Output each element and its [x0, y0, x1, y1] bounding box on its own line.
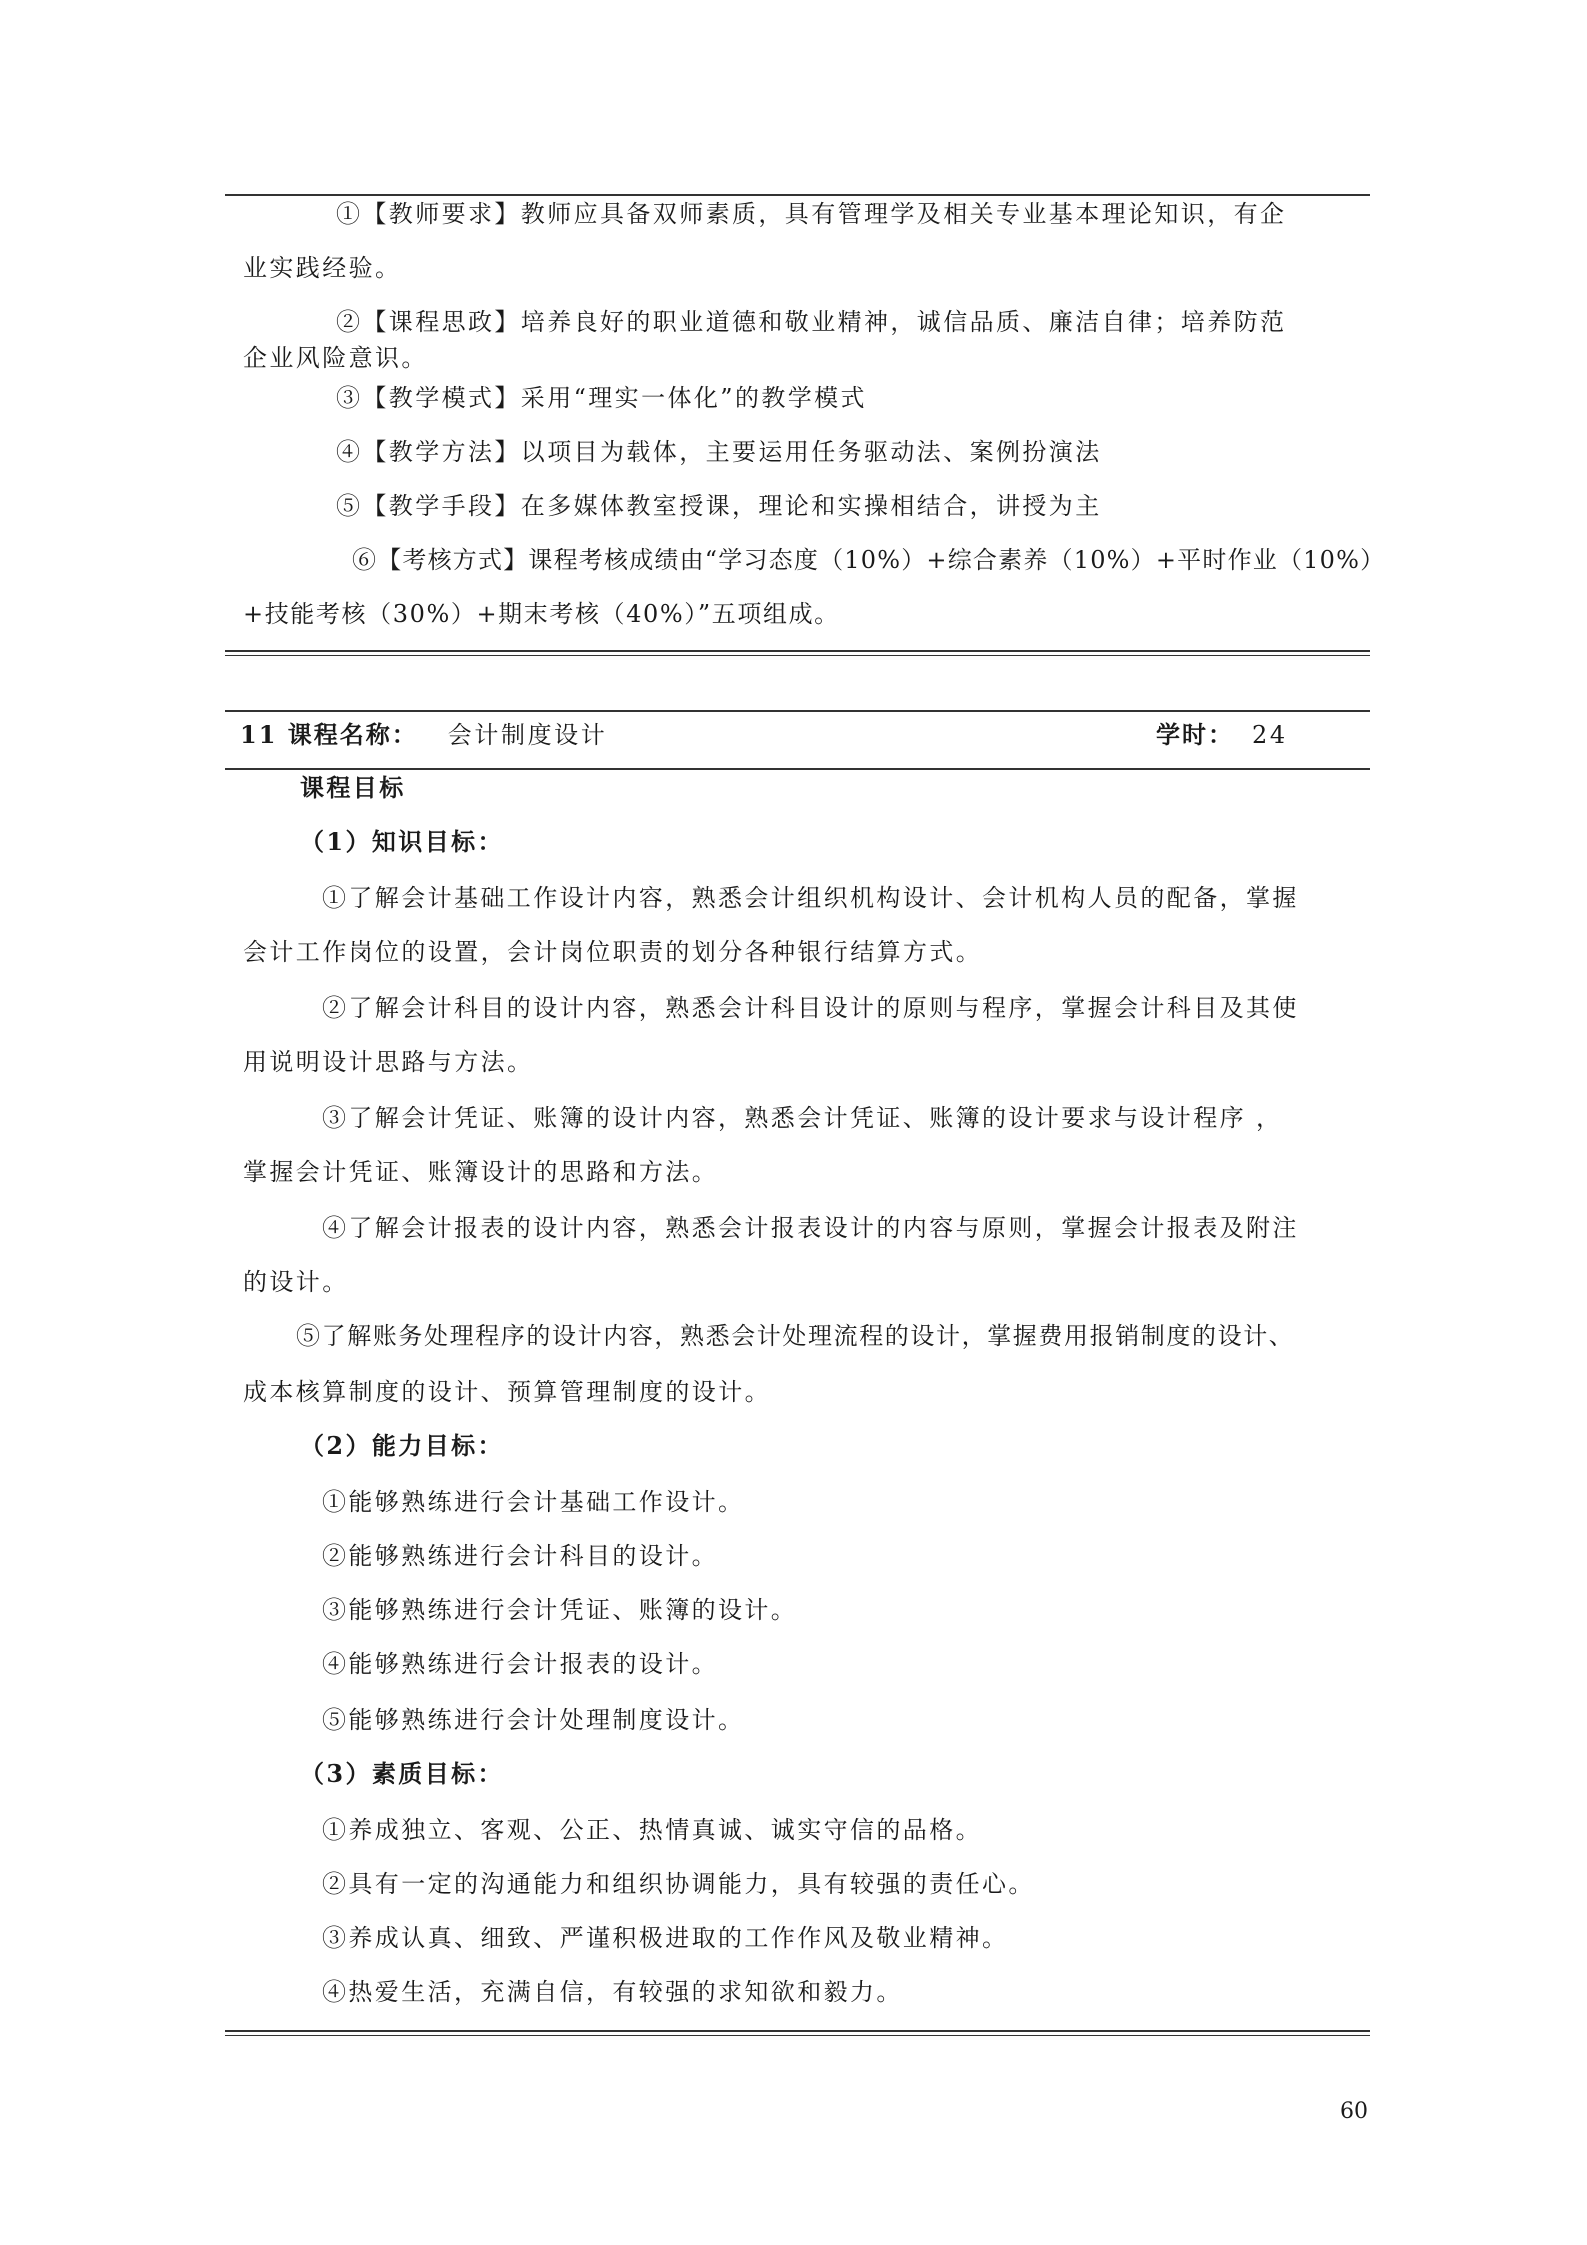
top-rule: [225, 194, 1370, 196]
course-name-label: 11 课程名称：: [240, 720, 418, 749]
text-line: ①【教师要求】教师应具备双师素质，具有管理学及相关专业基本理论知识，有企: [336, 200, 1287, 228]
ability-line: ④能够熟练进行会计报表的设计。: [322, 1650, 718, 1678]
knowledge-line: 成本核算制度的设计、预算管理制度的设计。: [243, 1378, 771, 1406]
knowledge-line: 用说明设计思路与方法。: [243, 1048, 534, 1076]
course-hours-value: 24: [1252, 721, 1288, 749]
knowledge-line: ④了解会计报表的设计内容，熟悉会计报表设计的内容与原则，掌握会计报表及附注: [322, 1214, 1299, 1242]
course-header-bottom-rule: [225, 768, 1370, 770]
course-hours-label: 学时：: [1156, 720, 1234, 749]
ability-line: ①能够熟练进行会计基础工作设计。: [322, 1488, 745, 1516]
quality-title: （3）素质目标：: [300, 1759, 504, 1788]
page-number: 60: [1340, 2099, 1368, 2124]
knowledge-line: ③了解会计凭证、账簿的设计内容，熟悉会计凭证、账簿的设计要求与设计程序 ，: [322, 1104, 1283, 1132]
quality-line: ④热爱生活，充满自信，有较强的求知欲和毅力。: [322, 1978, 903, 2006]
ability-line: ⑤能够熟练进行会计处理制度设计。: [322, 1706, 745, 1734]
course-header-top-rule: [225, 710, 1370, 712]
text-line: ②【课程思政】培养良好的职业道德和敬业精神，诚信品质、廉洁自律；培养防范: [336, 308, 1287, 336]
knowledge-line: 会计工作岗位的设置，会计岗位职责的划分各种银行结算方式。: [243, 938, 983, 966]
ability-line: ②能够熟练进行会计科目的设计。: [322, 1542, 718, 1570]
knowledge-line: ②了解会计科目的设计内容，熟悉会计科目设计的原则与程序，掌握会计科目及其使: [322, 994, 1299, 1022]
course-header: [240, 718, 1360, 752]
knowledge-line: ①了解会计基础工作设计内容，熟悉会计组织机构设计、会计机构人员的配备，掌握: [322, 884, 1299, 912]
knowledge-line: 的设计。: [243, 1268, 349, 1296]
knowledge-line: 掌握会计凭证、账簿设计的思路和方法。: [243, 1158, 719, 1186]
quality-line: ②具有一定的沟通能力和组织协调能力，具有较强的责任心。: [322, 1870, 1035, 1898]
knowledge-line: ⑤了解账务处理程序的设计内容，熟悉会计处理流程的设计，掌握费用报销制度的设计、: [296, 1322, 1295, 1350]
objectives-title: 课程目标: [300, 773, 406, 802]
text-line: +技能考核（30%）+期末考核（40%）”五项组成。: [243, 600, 840, 628]
course-name-value: 会计制度设计: [447, 721, 608, 749]
text-line: ④【教学方法】以项目为载体，主要运用任务驱动法、案例扮演法: [336, 438, 1102, 466]
text-line: ⑥【考核方式】课程考核成绩由“学习态度（10%）+综合素养（10%）+平时作业（10%）: [352, 546, 1386, 574]
section-divider: [225, 650, 1370, 656]
text-line: 业实践经验。: [243, 254, 402, 282]
knowledge-title: （1）知识目标：: [300, 827, 504, 856]
quality-line: ③养成认真、细致、严谨积极进取的工作作风及敬业精神。: [322, 1924, 1009, 1952]
text-line: ③【教学模式】采用“理实一体化”的教学模式: [336, 384, 867, 412]
quality-line: ①养成独立、客观、公正、热情真诚、诚实守信的品格。: [322, 1816, 982, 1844]
bottom-divider: [225, 2030, 1370, 2036]
text-line: 企业风险意识。: [243, 344, 428, 372]
ability-title: （2）能力目标：: [300, 1431, 504, 1460]
course-hours: [1156, 718, 1288, 752]
ability-line: ③能够熟练进行会计凭证、账簿的设计。: [322, 1596, 798, 1624]
text-line: ⑤【教学手段】在多媒体教室授课，理论和实操相结合，讲授为主: [336, 492, 1102, 520]
